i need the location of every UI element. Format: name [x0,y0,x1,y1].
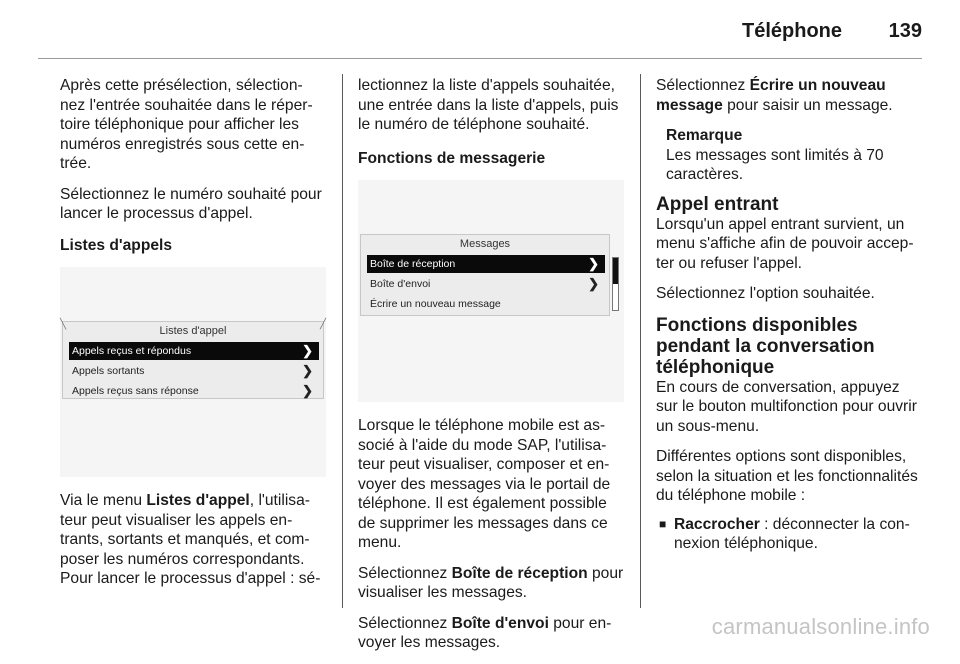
menu-reference: Boîte de réception [451,564,588,582]
call-lists-screenshot [60,267,326,477]
text-run: pour visualiser les messages. [358,564,624,601]
watermark: carmanualsonline.info [711,614,930,639]
screen-title: Listes d'appel [159,325,227,337]
menu-item-outbox[interactable] [367,275,605,293]
chevron-right-icon: ❯ [302,343,313,358]
menu-reference: Boîte d'envoi [451,614,549,632]
list-item-text [674,515,922,554]
corner-mark: ╲ [60,319,67,330]
text-run: pour saisir un message. [722,96,893,114]
section-heading: Fonctions de messagerie [358,149,546,167]
menu-item-label: Boîte d'envoi [370,278,431,290]
paragraph: Différentes options sont disponibles, selon la situation et les fonctionnalités du téléphone mobile : [656,448,918,504]
text-run: Via le menu [60,492,147,509]
menu-reference: Écrire un nouveau message [656,77,886,114]
paragraph [358,564,626,603]
menu-item-label: Appels sortants [72,365,145,377]
page-number: 139 [888,20,922,42]
menu-item-missed-calls[interactable] [69,382,319,400]
menu-item-label: Appels reçus et répondus [72,345,192,357]
chevron-right-icon: ❯ [302,363,313,378]
column-divider [640,74,641,608]
corner-mark: ╱ [319,319,326,330]
text-run: Sélectionnez [358,614,452,632]
header-rule [38,58,922,59]
note-title: Remarque [666,127,743,144]
menu-item-inbox[interactable] [367,255,605,273]
paragraph: Après cette présélection, sélection-nez l'entrée souhaitée dans le réper-toire téléphonique pour afficher les numéros enregistrés sous cette en-trée. [60,77,313,172]
messages-panel [360,234,610,316]
section-heading: Listes d'appels [60,236,173,254]
text-run: , l'utilisa-teur peut visualiser les appels en-trants, sortants et manqués, et com-poser les numéros correspondants. Pour lancer le processus d'appel : sé- [60,492,321,587]
scrollbar[interactable] [612,257,619,311]
note-text: Les messages sont limités à 70 caractères. [666,146,884,183]
menu-reference: Raccrocher [674,515,760,533]
page-title: Téléphone [741,20,842,42]
column-3 [656,76,922,554]
paragraph: Lorsqu'un appel entrant survient, un menu s'affiche afin de pouvoir accep-ter ou refuser l'appel. [656,215,914,272]
column-2 [358,76,626,664]
chevron-right-icon: ❯ [588,256,599,271]
menu-reference: Listes d'appel [146,492,250,509]
chevron-right-icon: ❯ [302,383,313,398]
menu-item-label: Boîte de réception [370,258,456,270]
scrollbar-thumb[interactable] [613,258,618,284]
text-run: pour en-voyer les messages. [358,614,612,651]
section-heading: Fonctions disponibles pendant la conversation téléphonique [656,314,875,378]
section-heading: Appel entrant [656,193,779,215]
square-bullet-icon: ■ [659,516,667,531]
paragraph: En cours de conversation, appuyez sur le bouton multifonction pour ouvrir un sous-menu. [656,378,917,435]
menu-item-label: Écrire un nouveau message [370,298,501,310]
call-lists-panel [62,321,324,399]
text-run: Sélectionnez [656,77,750,94]
paragraph [656,76,922,115]
paragraph: lectionnez la liste d'appels souhaitée, une entrée dans la liste d'appels, puis le numéro de téléphone souhaité. [358,77,619,133]
paragraph: Sélectionnez le numéro souhaité pour lancer le processus d'appel. [60,185,322,222]
paragraph [358,614,626,653]
note-box [656,126,922,185]
paragraph [60,491,326,589]
text-run: Sélectionnez [358,564,452,582]
column-1 [60,76,326,600]
paragraph: Sélectionnez l'option souhaitée. [656,285,875,302]
screen-title: Messages [459,238,511,250]
paragraph: Lorsque le téléphone mobile est as-socié à l'aide du mode SAP, l'utilisa-teur peut visualiser, composer et en-voyer des messages via le portail de téléphone. Il est également possible de supprimer les messages dans ce menu. [358,417,611,551]
list-item [656,515,922,554]
text-run: : déconnecter la con-nexion téléphonique. [674,515,910,552]
menu-item-label: Appels reçus sans réponse [72,385,199,397]
menu-item-new-message[interactable] [367,295,605,313]
menu-item-received-calls[interactable] [69,342,319,360]
column-divider [342,74,343,608]
chevron-right-icon: ❯ [588,276,599,291]
page-header [0,0,960,64]
messages-screenshot [358,180,624,402]
menu-item-outgoing-calls[interactable] [69,362,319,380]
